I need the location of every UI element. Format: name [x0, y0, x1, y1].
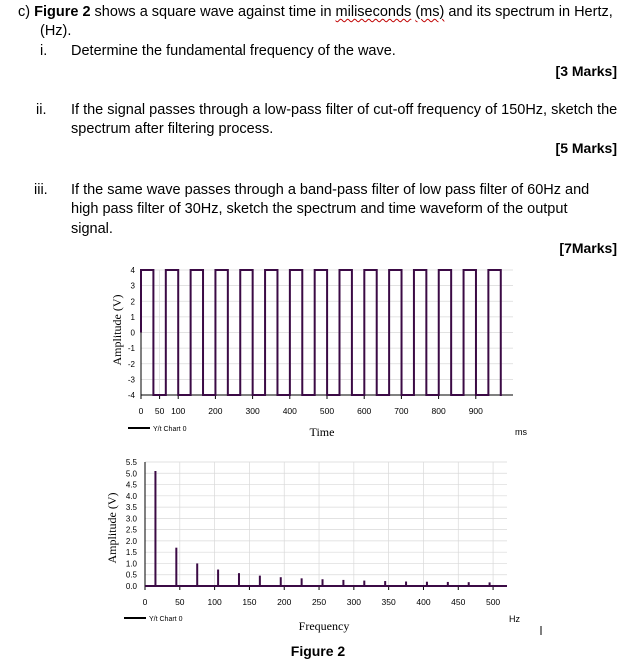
item-3-marks: [7Marks] — [559, 240, 617, 256]
spectrum-chart-grid — [145, 462, 507, 586]
time-x-tick-label: 500 — [319, 406, 335, 416]
spectrum-chart-x-unit: Hz — [509, 614, 520, 624]
item-1-number: i. — [40, 43, 48, 59]
spectrum-x-tick-label: 100 — [207, 597, 222, 607]
spectrum-chart-axes — [145, 462, 507, 586]
intro-text-a: shows a square wave against time in — [90, 4, 336, 20]
time-y-tick-label: 2 — [130, 297, 135, 307]
time-domain-chart — [0, 258, 623, 458]
time-x-tick-label: 700 — [394, 406, 409, 416]
spectrum-y-tick-label: 3.5 — [125, 503, 137, 513]
spectrum-x-tick-label: 350 — [381, 597, 396, 607]
spectrum-x-tick-label: 200 — [277, 597, 292, 607]
figure-caption: Figure 2 — [290, 643, 346, 659]
spectrum-chart-y-label: Amplitude (V) — [105, 492, 119, 564]
time-chart-y-ticks — [128, 266, 136, 400]
spectrum-x-tick-label: 0 — [142, 597, 148, 607]
spectrum-y-tick-label: 4.5 — [125, 480, 137, 490]
spectrum-chart-x-label: Frequency — [298, 619, 350, 633]
time-x-tick-label: 800 — [431, 406, 446, 416]
item-1-marks: [3 Marks] — [555, 63, 617, 79]
time-y-tick-label: -3 — [127, 375, 135, 385]
item-3-number: iii. — [34, 182, 48, 198]
time-y-tick-label: -1 — [127, 344, 135, 354]
item-2-text-line1: If the signal passes through a low-pass filter of cut-off frequency of 150Hz, sketch the — [71, 102, 618, 118]
spectrum-chart-x-ticks — [143, 586, 501, 607]
time-x-tick-label: 0 — [138, 406, 144, 416]
spectrum-x-tick-label: 300 — [346, 597, 361, 607]
spectrum-y-tick-label: 1.5 — [125, 548, 137, 558]
spectrum-x-tick-label: 50 — [175, 597, 185, 607]
time-y-tick-label: -4 — [127, 391, 135, 400]
figure-reference: Figure 2 — [34, 4, 91, 20]
time-y-tick-label: 1 — [130, 312, 135, 322]
time-chart-legend-label: Y/t Chart 0 — [153, 426, 187, 433]
time-x-tick-label: 50 — [154, 406, 165, 416]
intro-text-c: and its spectrum in Hertz, — [444, 4, 613, 20]
intro-unit-ms: (ms) — [415, 4, 445, 20]
question-intro-line1 — [18, 3, 613, 22]
spectrum-y-tick-label: 5.0 — [125, 469, 137, 479]
spectrum-y-tick-label: 0.5 — [125, 570, 137, 580]
time-x-tick-label: 900 — [468, 406, 483, 416]
intro-word-miliseconds: miliseconds — [335, 4, 412, 20]
time-y-tick-label: -2 — [127, 359, 135, 369]
spectrum-x-tick-label: 450 — [451, 597, 466, 607]
item-3-text-line2: high pass filter of 30Hz, sketch the spectrum and time waveform of the output — [71, 201, 568, 217]
time-chart-y-label: Amplitude (V) — [110, 294, 124, 366]
question-intro-line2: (Hz). — [40, 23, 72, 39]
spectrum-y-tick-label: 1.0 — [125, 559, 137, 569]
item-2-text-line2: spectrum after filtering process. — [71, 121, 274, 137]
time-x-tick-label: 400 — [282, 406, 297, 416]
spectrum-x-tick-label: 500 — [485, 597, 501, 607]
spectrum-y-tick-label: 4.0 — [125, 491, 137, 501]
spectrum-y-tick-label: 0.0 — [125, 582, 137, 591]
time-y-tick-label: 0 — [130, 328, 135, 338]
item-3-text-line3: signal. — [71, 221, 113, 237]
spectrum-y-tick-label: 2.5 — [125, 525, 137, 535]
time-x-tick-label: 100 — [171, 406, 186, 416]
spectrum-y-tick-label: 3.0 — [125, 514, 137, 524]
item-3-text-line1: If the same wave passes through a band-pass filter of low pass filter of 60Hz and — [71, 182, 590, 198]
time-x-tick-label: 200 — [208, 406, 223, 416]
spectrum-chart — [0, 455, 623, 635]
time-x-tick-label: 600 — [357, 406, 372, 416]
time-x-tick-label: 300 — [245, 406, 260, 416]
spectrum-x-tick-label: 400 — [416, 597, 431, 607]
item-2-number: ii. — [36, 102, 47, 118]
time-chart-x-unit: ms — [515, 427, 527, 437]
spectrum-chart-y-ticks — [126, 458, 138, 591]
spectrum-y-tick-label: 5.5 — [125, 458, 137, 467]
time-y-tick-label: 4 — [130, 266, 135, 275]
time-y-tick-label: 3 — [130, 281, 135, 291]
spectrum-x-tick-label: 150 — [242, 597, 257, 607]
time-chart-x-label: Time — [309, 425, 335, 439]
item-2-marks: [5 Marks] — [555, 140, 617, 156]
spectrum-bars — [145, 471, 507, 586]
item-1-text: Determine the fundamental frequency of the wave. — [71, 43, 396, 59]
spectrum-y-tick-label: 2.0 — [125, 536, 137, 546]
part-label: c) — [18, 4, 31, 20]
time-chart-x-ticks — [139, 395, 484, 416]
spectrum-chart-legend-label: Y/t Chart 0 — [149, 616, 183, 623]
spectrum-x-tick-label: 250 — [311, 597, 327, 607]
